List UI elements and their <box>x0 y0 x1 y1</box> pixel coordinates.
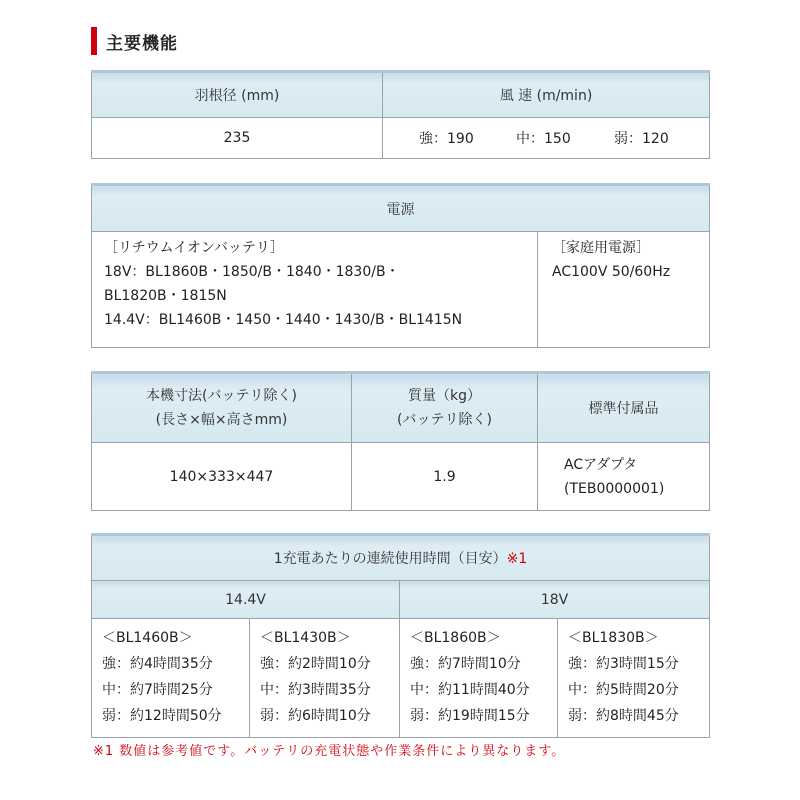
runtime-table <box>91 533 710 738</box>
mass-header: 質量（kg） (バッテリ除く) <box>352 373 538 443</box>
diameter-value: 235 <box>92 118 383 159</box>
battery-line: 14.4V：BL1460B・1450・1440・1430/B・BL1415N <box>104 312 463 328</box>
speed-strong: 強：190 <box>419 131 474 147</box>
speed-medium: 中：150 <box>516 131 571 147</box>
battery-cell <box>92 232 538 348</box>
dimensions-value: 140×333×447 <box>92 443 352 511</box>
diameter-header: 羽根径 (mm) <box>92 72 383 118</box>
footnote-mark: ※1 <box>506 551 528 567</box>
speed-header: 風 速 (m/min) <box>383 72 710 118</box>
accessory-value: ACアダプタ (TEB0000001) <box>538 443 710 511</box>
power-table <box>91 183 710 348</box>
voltage-group-14v: 14.4V <box>92 581 400 619</box>
runtime-bl1830b: ＜BL1830B＞ 強：約3時間15分 中：約5時間20分 弱：約8時間45分 <box>558 619 710 738</box>
battery-line: 18V：BL1860B・1850/B・1840・1830/B・ <box>104 264 400 280</box>
dimensions-header: 本機寸法(バッテリ除く) (長さ×幅×高さmm) <box>92 373 352 443</box>
dimensions-table <box>91 371 710 511</box>
fan-spec-table <box>91 70 710 159</box>
voltage-group-18v: 18V <box>400 581 710 619</box>
runtime-bl1430b: ＜BL1430B＞ 強：約2時間10分 中：約3時間35分 弱：約6時間10分 <box>250 619 400 738</box>
speed-weak: 弱：120 <box>614 131 669 147</box>
battery-line: ［リチウムイオンバッテリ］ <box>104 240 284 256</box>
speed-values <box>383 118 710 159</box>
footnote: ※1 数値は参考値です。バッテリの充電状態や作業条件により異なります。 <box>93 744 566 759</box>
power-header: 電源 <box>92 185 710 232</box>
heading-accent-bar <box>91 27 97 55</box>
runtime-bl1460b: ＜BL1460B＞ 強：約4時間35分 中：約7時間25分 弱：約12時間50分 <box>92 619 250 738</box>
section-title: 主要機能 <box>106 33 178 54</box>
battery-line: BL1820B・1815N <box>104 288 227 304</box>
home-power-line: ［家庭用電源］ <box>552 240 650 256</box>
section-heading <box>91 27 178 55</box>
runtime-bl1860b: ＜BL1860B＞ 強：約7時間10分 中：約11時間40分 弱：約19時間15分 <box>400 619 558 738</box>
mass-value: 1.9 <box>352 443 538 511</box>
home-power-line: AC100V 50/60Hz <box>552 264 671 280</box>
accessory-header: 標準付属品 <box>538 373 710 443</box>
runtime-header: 1充電あたりの連続使用時間（目安）※1 <box>92 535 710 581</box>
home-power-cell <box>538 232 710 348</box>
